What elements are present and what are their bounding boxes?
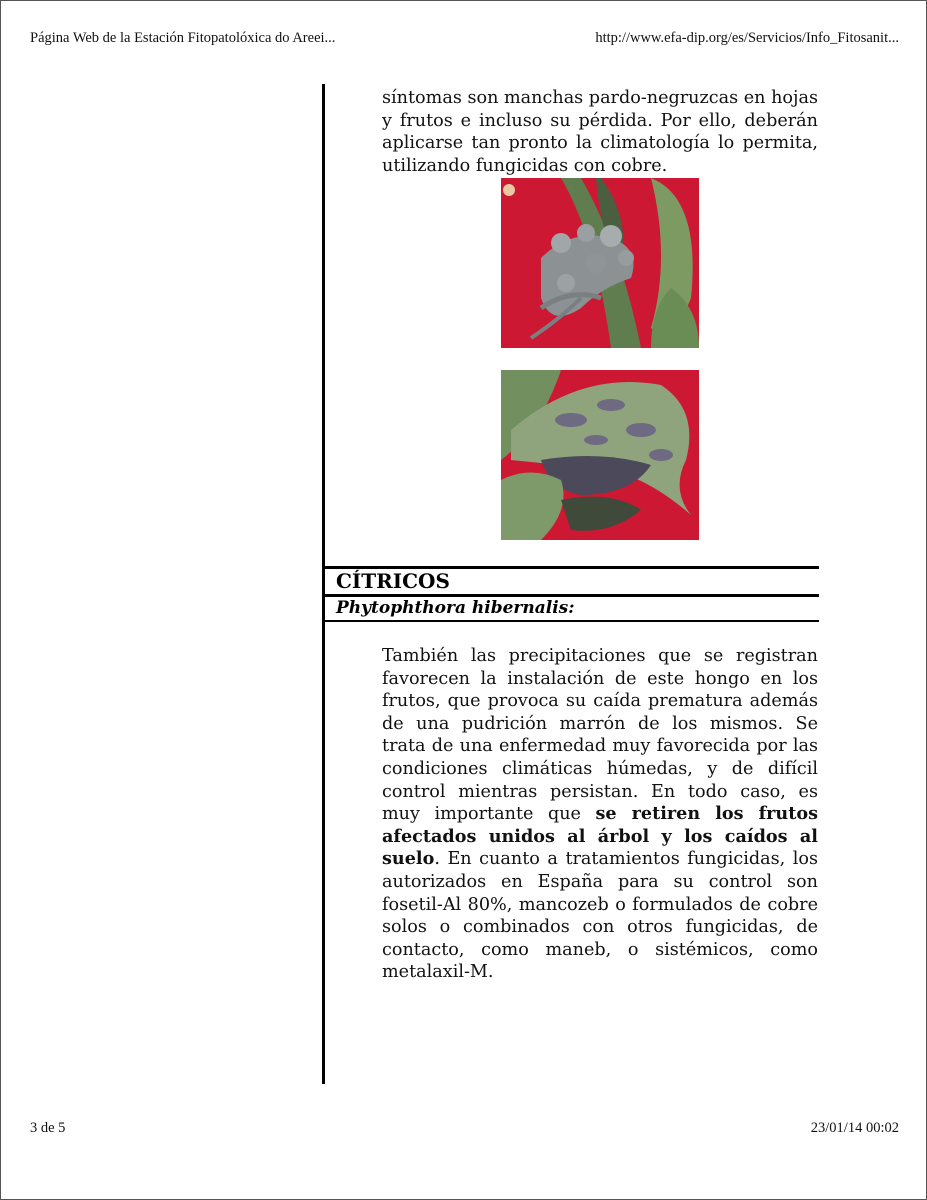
page-header-url: http://www.efa-dip.org/es/Servicios/Info_Fitosanit...: [595, 30, 899, 46]
subsection-title: Phytophthora hibernalis:: [336, 598, 575, 618]
page-header-title: Página Web de la Estación Fitopatolóxica do Areei...: [30, 30, 336, 46]
print-datetime: 23/01/14 00:02: [810, 1120, 899, 1136]
intro-paragraph: síntomas son manchas pardo-negruzcas en hojas y frutos e incluso su pérdida. Por ello, deberán aplicarse tan pronto la climatología lo permita, utilizando fungicidas con cobre.: [382, 88, 818, 176]
section-rule-middle: [322, 594, 819, 597]
citrus-paragraph-start: También las precipitaciones que se registran favorecen la instalación de este hongo en los frutos, que provoca su caída prematura además de una pudrición marrón de los mismos. Se trata de una enfermedad muy favorecida por las condiciones climáticas húmedas, y de difícil control mientras persistan. En todo caso, es muy importante que: [382, 646, 818, 825]
section-title: CÍTRICOS: [336, 569, 450, 593]
diseased-fruit-cluster-photo: [501, 178, 699, 348]
diseased-leaf-photo: [501, 370, 699, 540]
citrus-paragraph-emphasis: se retiren los frutos afectados unidos al árbol y los caídos al suelo: [382, 803, 818, 870]
section-rule-bottom: [322, 620, 819, 622]
citrus-paragraph: [382, 645, 818, 984]
citrus-paragraph-end: . En cuanto a tratamientos fungicidas, los autorizados en España para su control son fosetil-Al 80%, mancozeb o formulados de cobre solos o combinados con otros fungicidas, de contacto, como maneb, o sistémicos, como metalaxil-M.: [382, 849, 818, 983]
page-number: 3 de 5: [30, 1120, 66, 1136]
content-left-border: [322, 84, 325, 1084]
